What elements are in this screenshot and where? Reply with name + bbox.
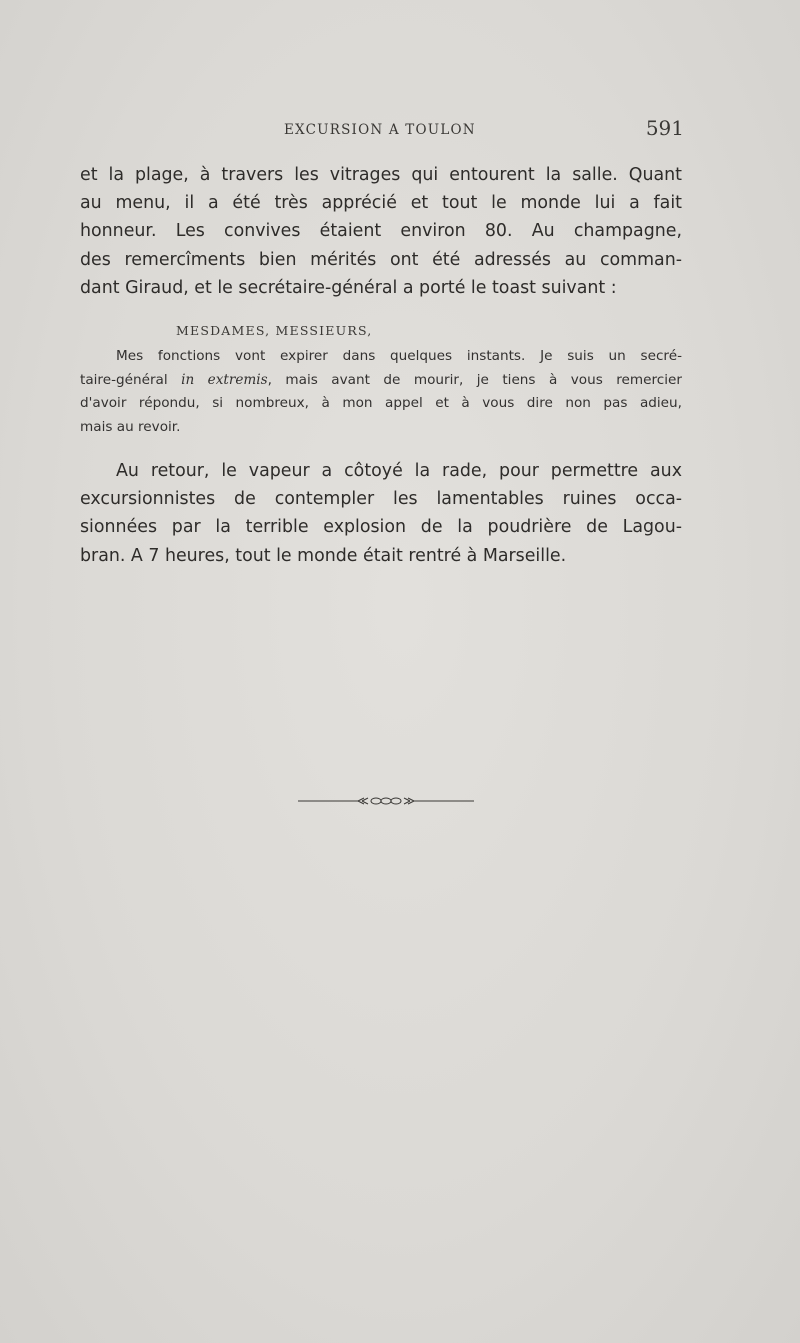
- paragraph-banquet: [80, 161, 682, 302]
- text-line: dant Giraud, et le secrétaire-général a porté le toast suivant :: [80, 277, 617, 298]
- text-line: mais au revoir.: [80, 418, 181, 435]
- text-line: des remercîments bien mérités ont été adressés au comman-: [80, 249, 682, 270]
- text-line: Mes fonctions vont expirer dans quelques instants. Je suis un secré-: [116, 348, 682, 364]
- text-line: Au retour, le vapeur a côtoyé la rade, pour permettre aux: [116, 461, 682, 481]
- text-line: [80, 369, 682, 393]
- text-segment: , mais avant de mourir, je tiens à vous remercier: [267, 371, 683, 388]
- paragraph-return: [80, 457, 682, 570]
- end-ornament-icon: [298, 795, 474, 807]
- text-line: d'avoir répondu, si nombreux, à mon appel et à vous dire non pas adieu,: [80, 395, 682, 411]
- text-line: au menu, il a été très apprécié et tout le monde lui a fait: [80, 193, 682, 214]
- running-title: EXCURSION A TOULON: [284, 122, 476, 138]
- text-line: bran. A 7 heures, tout le monde était rentré à Marseille.: [80, 545, 567, 566]
- text-line: sionnées par la terrible explosion de la poudrière de Lagou-: [80, 517, 682, 538]
- text-line: honneur. Les convives étaient environ 80. Au champagne,: [80, 221, 682, 242]
- italic-phrase: in extremis: [181, 371, 268, 388]
- toast-salutation: MESDAMES, MESSIEURS,: [176, 323, 373, 338]
- page-header: [80, 118, 720, 146]
- text-line: excursionnistes de contempler les lamentables ruines occa-: [80, 489, 682, 510]
- text-line: et la plage, à travers les vitrages qui entourent la salle. Quant: [80, 165, 682, 185]
- toast-speech: [80, 345, 682, 439]
- page-number: 591: [645, 116, 684, 140]
- text-segment: taire-général: [80, 371, 182, 388]
